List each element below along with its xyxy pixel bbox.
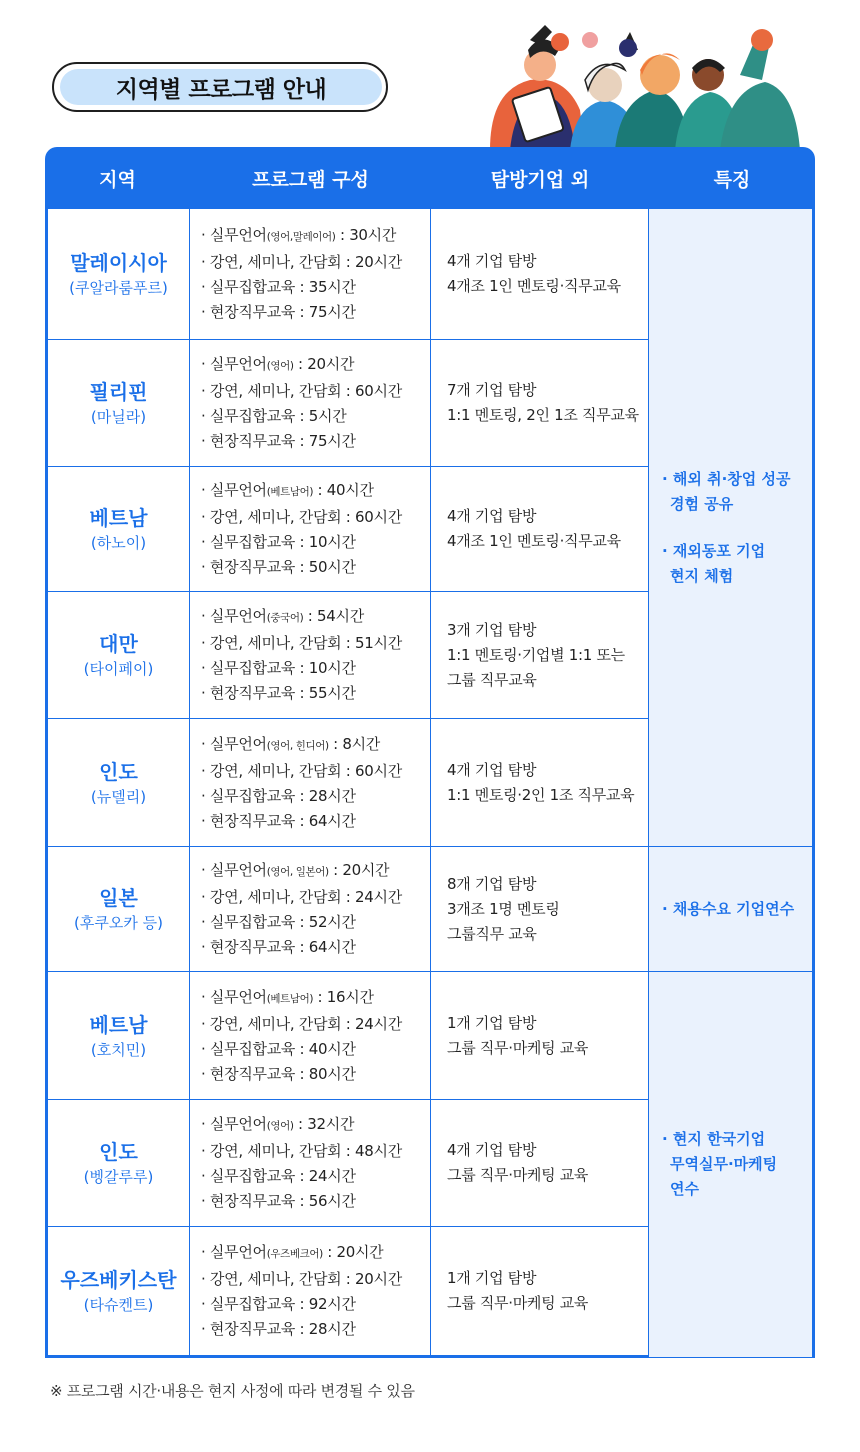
lang-hours: : 16시간 — [313, 987, 374, 1006]
program-line: · 강연, 세미나, 간담회 : 60시간 — [201, 761, 402, 780]
region-city: (후쿠오카 등) — [74, 914, 163, 932]
region-name: 베트남 — [89, 506, 148, 530]
header-visit: 탐방기업 외 — [490, 168, 590, 191]
lang-label: · 실무언어 — [201, 226, 267, 244]
page-title-badge — [52, 62, 388, 112]
visit-line: 4개 기업 탐방 — [447, 252, 537, 270]
program-line: · 현장직무교육 : 50시간 — [201, 558, 356, 576]
header-region: 지역 — [99, 168, 136, 191]
region-city: (쿠알라룸푸르) — [69, 279, 168, 297]
program-line: · 강연, 세미나, 간담회 : 24시간 — [201, 888, 402, 906]
program-line: · 실무집합교육 : 92시간 — [201, 1295, 356, 1313]
lang-hours: : 32시간 — [293, 1115, 355, 1133]
program-table — [45, 147, 815, 1358]
feature-line: · 해외 취·창업 성공 — [662, 469, 791, 488]
visit-cell — [431, 719, 649, 847]
region-cell — [45, 209, 190, 340]
region-cell — [45, 972, 190, 1100]
lang-note: (영어) — [266, 360, 294, 372]
program-line: · 실무집합교육 : 10시간 — [201, 659, 356, 677]
lang-note: (영어) — [266, 1120, 294, 1132]
region-cell — [45, 719, 190, 847]
program-line: · 강연, 세미나, 간담회 : 24시간 — [201, 1014, 402, 1033]
lang-label: · 실무언어 — [201, 1115, 267, 1133]
visit-line: 7개 기업 탐방 — [447, 381, 537, 399]
program-line — [201, 985, 430, 1012]
visit-line: 1개 기업 탐방 — [447, 1013, 537, 1032]
program-line: · 현장직무교육 : 55시간 — [201, 684, 356, 702]
program-line: · 강연, 세미나, 간담회 : 60시간 — [201, 508, 402, 526]
program-line: · 현장직무교육 : 56시간 — [201, 1192, 356, 1210]
lang-label: · 실무언어 — [201, 1243, 267, 1261]
lang-hours: : 30시간 — [335, 226, 397, 244]
region-city: (벵갈루루) — [83, 1168, 154, 1186]
program-cell — [190, 847, 431, 972]
program-line: · 강연, 세미나, 간담회 : 60시간 — [201, 382, 402, 400]
lang-note: (우즈베크어) — [266, 1248, 323, 1260]
header-feature: 특징 — [713, 168, 751, 191]
visit-line: 3개조 1명 멘토링 — [447, 899, 560, 918]
feature-spacer — [662, 517, 802, 539]
program-line: · 강연, 세미나, 간담회 : 20시간 — [201, 253, 402, 271]
lang-hours: : 54시간 — [303, 607, 364, 625]
visit-line: 4개조 1인 멘토링·직무교육 — [447, 277, 621, 295]
visit-line: 그룹직무 교육 — [447, 924, 537, 943]
program-line: · 현장직무교육 : 75시간 — [201, 303, 356, 321]
feature-cell — [649, 847, 815, 972]
region-name: 대만 — [99, 632, 138, 656]
program-line: · 실무집합교육 : 35시간 — [201, 278, 356, 296]
visit-line: 3개 기업 탐방 — [447, 620, 537, 639]
visit-cell — [431, 1100, 649, 1227]
visit-line: 1:1 멘토링, 2인 1조 직무교육 — [447, 406, 639, 424]
visit-cell — [431, 209, 649, 340]
program-cell — [190, 592, 431, 719]
program-line: · 현장직무교육 : 80시간 — [201, 1064, 356, 1083]
program-line — [201, 1240, 430, 1267]
program-line — [201, 223, 430, 250]
feature-line: 무역실무·마케팅 — [670, 1155, 778, 1173]
lang-hours: : 8시간 — [328, 734, 381, 753]
program-line: · 강연, 세미나, 간담회 : 51시간 — [201, 634, 402, 652]
program-cell — [190, 467, 431, 592]
program-line: · 실무집합교육 : 40시간 — [201, 1039, 356, 1058]
program-line: · 현장직무교육 : 64시간 — [201, 811, 356, 830]
visit-cell — [431, 1227, 649, 1358]
lang-hours: : 20시간 — [328, 861, 390, 879]
region-city: (타슈켄트) — [83, 1296, 154, 1314]
region-name: 우즈베키스탄 — [60, 1268, 177, 1292]
feature-line: · 재외동포 기업 — [662, 541, 766, 560]
feature-line: · 채용수요 기업연수 — [662, 899, 795, 918]
visit-line: 8개 기업 탐방 — [447, 874, 537, 893]
footnote: ※ 프로그램 시간·내용은 현지 사정에 따라 변경될 수 있음 — [50, 1382, 415, 1400]
region-city: (마닐라) — [90, 408, 147, 426]
visit-line: 그룹 직무교육 — [447, 670, 537, 689]
visit-line: 그룹 직무·마케팅 교육 — [447, 1166, 589, 1184]
program-cell — [190, 1227, 431, 1358]
visit-line: 1:1 멘토링·기업별 1:1 또는 — [447, 645, 625, 664]
table-header-row — [45, 147, 815, 209]
feature-cell — [649, 972, 815, 1358]
program-line: · 실무집합교육 : 52시간 — [201, 913, 356, 931]
visit-line: 4개조 1인 멘토링·직무교육 — [447, 532, 621, 550]
feature-line: · 현지 한국기업 — [662, 1130, 766, 1148]
visit-cell — [431, 340, 649, 467]
lang-note: (중국어) — [266, 612, 304, 624]
lang-hours: : 20시간 — [322, 1243, 384, 1261]
program-line: · 실무집합교육 : 28시간 — [201, 786, 356, 805]
people-illustration — [470, 20, 800, 150]
visit-line: 그룹 직무·마케팅 교육 — [447, 1294, 589, 1312]
header-program: 프로그램 구성 — [252, 168, 369, 191]
lang-label: · 실무언어 — [201, 861, 267, 879]
lang-label: · 실무언어 — [201, 481, 267, 499]
visit-line: 1:1 멘토링·2인 1조 직무교육 — [447, 785, 635, 804]
program-line: · 강연, 세미나, 간담회 : 48시간 — [201, 1142, 402, 1160]
lang-hours: : 20시간 — [293, 355, 355, 373]
program-line: · 실무집합교육 : 10시간 — [201, 533, 356, 551]
program-line: · 현장직무교육 : 75시간 — [201, 432, 356, 450]
program-line: · 실무집합교육 : 5시간 — [201, 407, 347, 425]
lang-hours: : 40시간 — [313, 481, 374, 499]
region-name: 인도 — [99, 759, 138, 784]
program-line: · 현장직무교육 : 64시간 — [201, 938, 356, 956]
program-cell — [190, 719, 431, 847]
visit-cell — [431, 592, 649, 719]
lang-note: (영어, 일본어) — [266, 866, 329, 878]
program-cell — [190, 972, 431, 1100]
program-line — [201, 1112, 430, 1139]
feature-cell — [649, 209, 815, 847]
lang-label: · 실무언어 — [201, 734, 267, 753]
region-cell — [45, 340, 190, 467]
visit-line: 1개 기업 탐방 — [447, 1269, 537, 1287]
visit-cell — [431, 467, 649, 592]
lang-label: · 실무언어 — [201, 607, 267, 625]
feature-line: 현지 체험 — [670, 566, 734, 585]
program-line: · 강연, 세미나, 간담회 : 20시간 — [201, 1270, 402, 1288]
visit-cell — [431, 972, 649, 1100]
program-line — [201, 604, 430, 631]
region-city: (하노이) — [90, 534, 147, 552]
region-city: (호치민) — [90, 1040, 147, 1059]
lang-note: (영어,말레이어) — [266, 231, 336, 243]
lang-note: (베트남어) — [266, 486, 314, 498]
region-name: 베트남 — [89, 1012, 148, 1037]
program-line: · 실무집합교육 : 24시간 — [201, 1167, 356, 1185]
region-city: (뉴델리) — [90, 787, 147, 806]
region-name: 말레이시아 — [70, 251, 167, 275]
region-cell — [45, 1227, 190, 1358]
region-cell — [45, 847, 190, 972]
lang-note: (베트남어) — [266, 992, 314, 1005]
feature-line: 경험 공유 — [670, 494, 734, 513]
lang-label: · 실무언어 — [201, 987, 267, 1006]
visit-line: 그룹 직무·마케팅 교육 — [447, 1038, 589, 1057]
region-name: 일본 — [99, 886, 138, 910]
region-city: (타이페이) — [83, 660, 154, 678]
region-name: 인도 — [99, 1140, 138, 1164]
table-row — [45, 972, 815, 1100]
lang-note: (영어, 힌디어) — [266, 739, 329, 752]
region-name: 필리핀 — [89, 380, 148, 404]
table-row — [45, 209, 815, 340]
region-cell — [45, 1100, 190, 1227]
program-cell — [190, 1100, 431, 1227]
page-title: 지역별 프로그램 안내 — [60, 69, 382, 105]
program-line — [201, 858, 430, 885]
region-cell — [45, 592, 190, 719]
program-line: · 현장직무교육 : 28시간 — [201, 1320, 356, 1338]
lang-label: · 실무언어 — [201, 355, 267, 373]
table-row — [45, 847, 815, 972]
program-line — [201, 478, 430, 505]
program-line — [201, 352, 430, 379]
program-cell — [190, 340, 431, 467]
visit-line: 4개 기업 탐방 — [447, 1141, 537, 1159]
visit-line: 4개 기업 탐방 — [447, 507, 537, 525]
region-cell — [45, 467, 190, 592]
program-line — [201, 732, 430, 759]
visit-cell — [431, 847, 649, 972]
visit-line: 4개 기업 탐방 — [447, 760, 537, 779]
feature-line: 연수 — [670, 1180, 699, 1198]
program-cell — [190, 209, 431, 340]
